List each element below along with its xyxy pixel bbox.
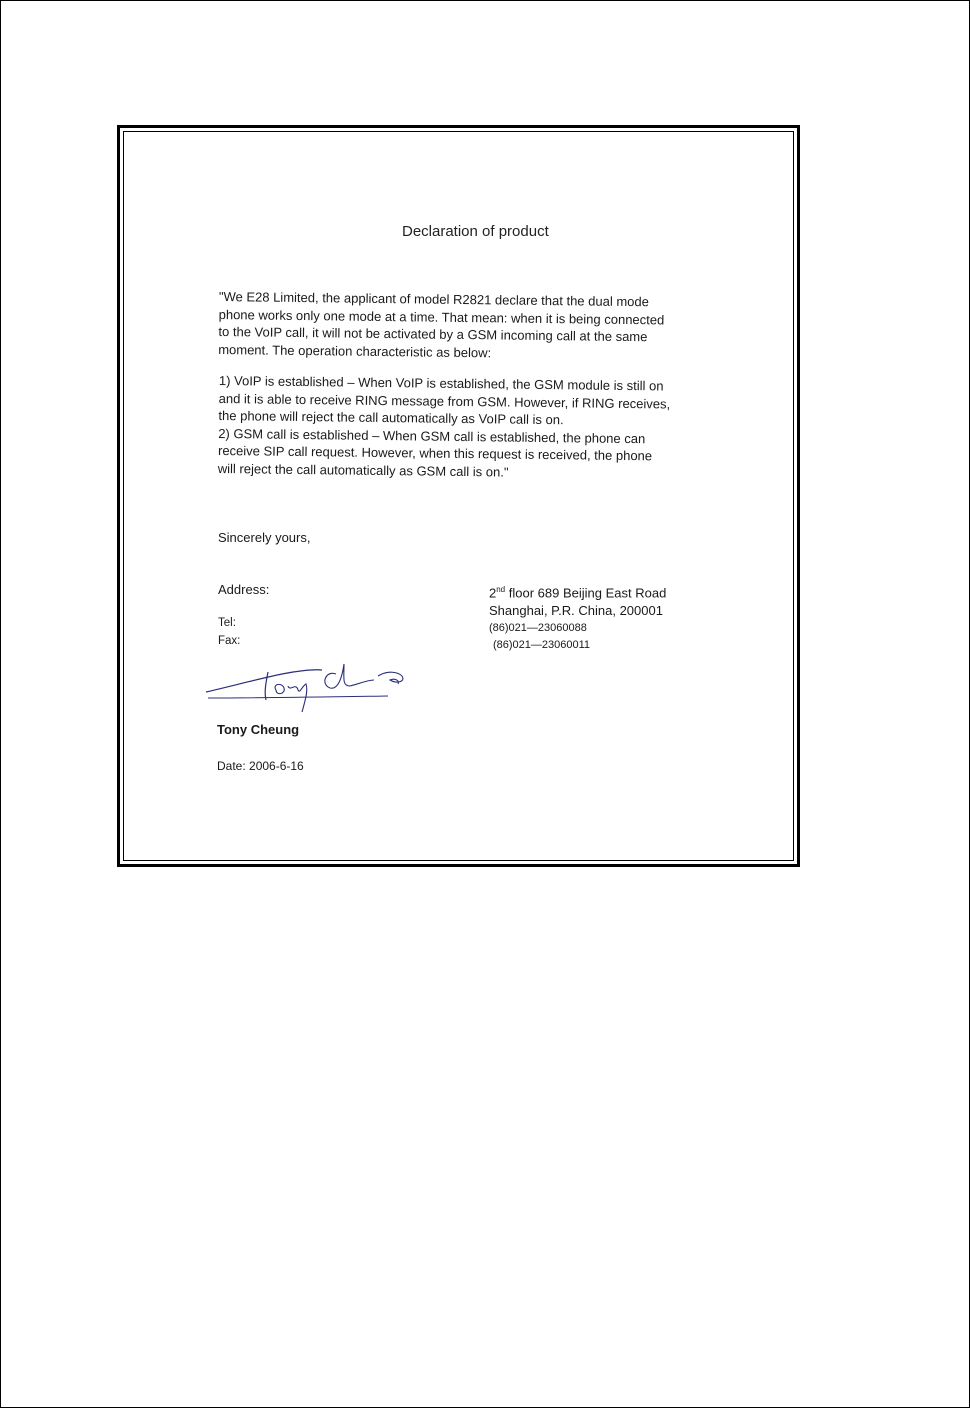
address-floor-suffix: nd	[496, 585, 506, 594]
handwritten-signature	[202, 656, 422, 716]
intro-line: moment. The operation characteristic as below:	[218, 341, 492, 360]
address-label: Address:	[218, 582, 270, 597]
intro-line: "We E28 Limited, the applicant of model R2821 declare that the dual mode	[218, 288, 649, 310]
point-line: 2) GSM call is established – When GSM call is established, the phone can	[218, 425, 646, 446]
signer-name: Tony Cheung	[217, 722, 300, 737]
point-line: 1) VoIP is established – When VoIP is established, the GSM module is still on	[218, 372, 664, 394]
closing-salutation: Sincerely yours,	[218, 530, 311, 545]
fax-value: (86)021—23060011	[493, 639, 591, 651]
address-line-1	[489, 585, 666, 600]
address-line-1-rest: floor 689 Beijing East Road	[505, 585, 667, 601]
intro-line: phone works only one mode at a time. That mean: when it is being connected	[218, 306, 665, 327]
point-line: and it is able to receive RING message from GSM. However, if RING receives,	[218, 390, 671, 412]
tel-value: (86)021—23060088	[489, 622, 587, 634]
document-title: Declaration of product	[402, 223, 549, 240]
scan-inner-border	[123, 131, 794, 861]
tel-label: Tel:	[218, 617, 236, 629]
address-line-2: Shanghai, P.R. China, 200001	[489, 603, 663, 618]
address-floor-number: 2	[489, 585, 497, 601]
point-line: the phone will reject the call automatically as VoIP call is on.	[218, 407, 564, 428]
point-line: will reject the call automatically as GSM call is on."	[217, 460, 509, 480]
point-line: receive SIP call request. However, when this request is received, the phone	[217, 442, 653, 464]
operation-points	[218, 372, 731, 483]
scanned-declaration-image	[117, 125, 800, 867]
declaration-date: Date: 2006-6-16	[217, 759, 304, 773]
fax-label: Fax:	[218, 635, 241, 647]
intro-line: to the VoIP call, it will not be activated by a GSM incoming call at the same	[218, 323, 648, 345]
intro-paragraph	[218, 288, 731, 364]
